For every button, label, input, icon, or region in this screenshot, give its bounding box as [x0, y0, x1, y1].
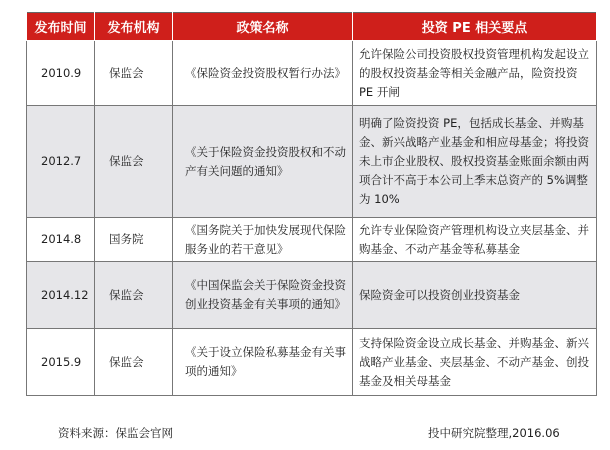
header-date: 发布时间: [27, 13, 95, 41]
cell-points: 允许保险公司投资股权投资管理机构发起设立的股权投资基金等相关金融产品，险资投资 PE 开闸: [353, 41, 597, 106]
cell-org: 保监会: [95, 41, 173, 106]
table-row: [27, 218, 597, 262]
cell-points: 保险资金可以投资创业投资基金: [353, 262, 597, 329]
cell-policy: 《中国保监会关于保险资金投资创业投资基金有关事项的通知》: [173, 262, 353, 329]
cell-date: 2015.9: [27, 329, 95, 396]
table-row: [27, 41, 597, 106]
cell-org: 国务院: [95, 218, 173, 262]
cell-policy: 《保险资金投资股权暂行办法》: [173, 41, 353, 106]
header-org: 发布机构: [95, 13, 173, 41]
table-header-row: [27, 13, 597, 41]
cell-date: 2014.12: [27, 262, 95, 329]
table-row: [27, 329, 597, 396]
table-row: [27, 106, 597, 218]
cell-date: 2012.7: [27, 106, 95, 218]
cell-policy: 《关于设立保险私募基金有关事项的通知》: [173, 329, 353, 396]
policy-table: [26, 12, 597, 396]
cell-points: 明确了险资投资 PE，包括成长基金、并购基金、新兴战略产业基金和相应母基金；将投资未上市企业股权、股权投资基金账面余额由两项合计不高于本公司上季末总资产的 5%调整为 10%: [353, 106, 597, 218]
cell-policy: 《国务院关于加快发展现代保险服务业的若干意见》: [173, 218, 353, 262]
source-note: 资料来源：保监会官网: [58, 426, 173, 440]
cell-date: 2014.8: [27, 218, 95, 262]
header-points: 投资 PE 相关要点: [353, 13, 597, 41]
cell-policy: 《关于保险资金投资股权和不动产有关问题的通知》: [173, 106, 353, 218]
cell-org: 保监会: [95, 262, 173, 329]
cell-date: 2010.9: [27, 41, 95, 106]
header-policy: 政策名称: [173, 13, 353, 41]
table-row: [27, 262, 597, 329]
policy-table-wrapper: [26, 12, 596, 396]
cell-points: 允许专业保险资产管理机构设立夹层基金、并购基金、不动产基金等私募基金: [353, 218, 597, 262]
cell-points: 支持保险资金设立成长基金、并购基金、新兴战略产业基金、夹层基金、不动产基金、创投基金及相关母基金: [353, 329, 597, 396]
cell-org: 保监会: [95, 329, 173, 396]
cell-org: 保监会: [95, 106, 173, 218]
credit-note: 投中研究院整理,2016.06: [428, 426, 560, 440]
